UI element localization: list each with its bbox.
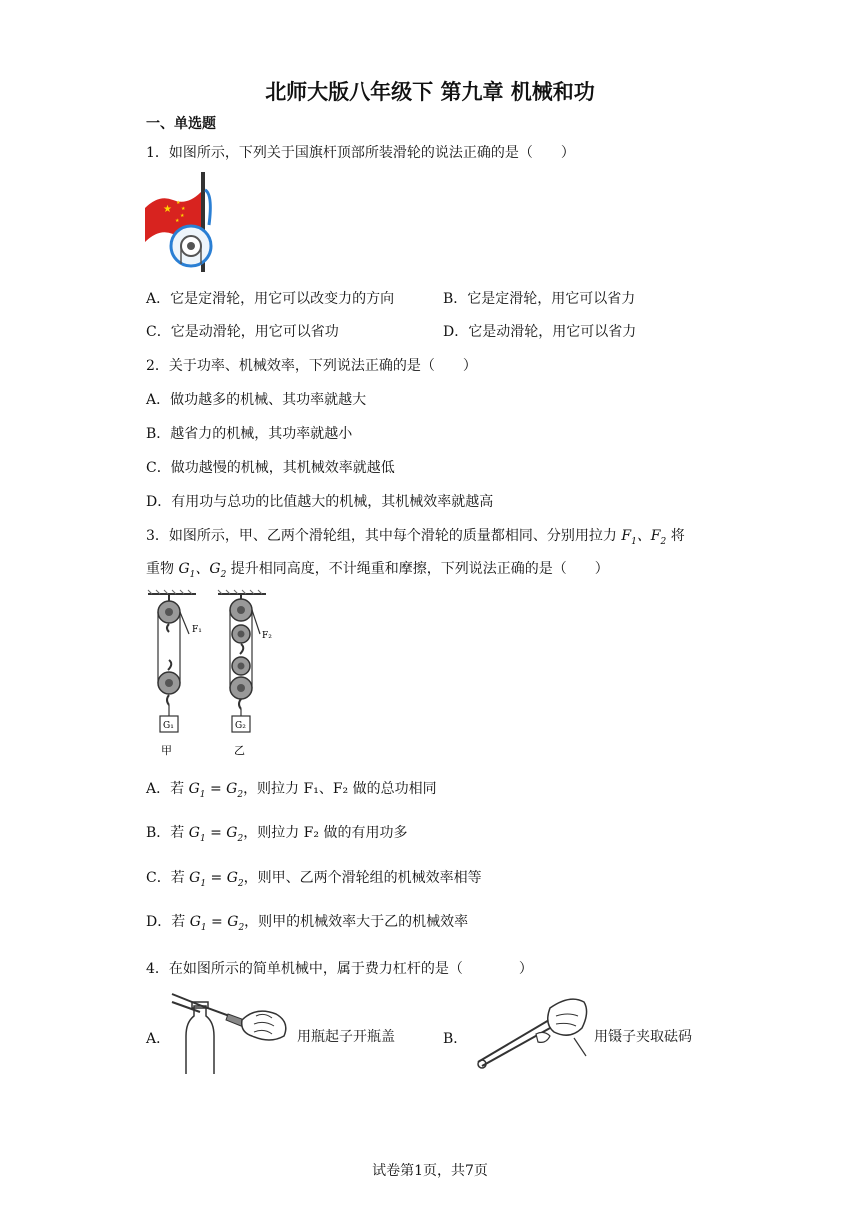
q2-stem: 2．关于功率、机械效率，下列说法正确的是（ ） — [146, 358, 477, 374]
q1-option-b[interactable]: B．它是定滑轮，用它可以省力 — [443, 291, 636, 307]
fig-label-jia: 甲 — [161, 744, 172, 757]
bottle-opener-figure — [166, 992, 294, 1074]
q3-F1F2: $F_1$、$F_2$ — [621, 528, 667, 547]
q3-option-b-equation: $G_1 = G_2$ — [188, 825, 244, 844]
q3-option-c-text: ，则甲、乙两个滑轮组的机械效率相等 — [243, 870, 482, 886]
q3-option-d-cond: 若 — [171, 914, 186, 930]
q3-option-a-text: ，则拉力 F₁、F₂ 做的总功相同 — [243, 781, 437, 797]
q3-option-b[interactable] — [146, 822, 407, 844]
q1-option-a[interactable]: A．它是定滑轮，用它可以改变力的方向 — [146, 291, 395, 307]
fig-label-g2: G₂ — [235, 721, 246, 731]
q2-option-b[interactable]: B．越省力的机械，其功率就越小 — [146, 426, 353, 442]
q3-option-d-letter: D． — [146, 914, 172, 930]
fig-label-g1: G₁ — [163, 721, 174, 731]
q2-option-a[interactable]: A．做功越多的机械、其功率就越大 — [146, 392, 367, 408]
q3-option-d-equation: $G_1 = G_2$ — [189, 914, 245, 933]
q3-option-d[interactable] — [146, 911, 468, 933]
q3-option-a-equation: $G_1 = G_2$ — [188, 781, 244, 800]
svg-text:★: ★ — [180, 213, 185, 219]
q3-option-c-equation: $G_1 = G_2$ — [189, 870, 244, 889]
q1-option-c[interactable]: C．它是动滑轮，用它可以省功 — [146, 324, 339, 340]
section-heading: 一、单选题 — [146, 116, 216, 132]
svg-text:★: ★ — [181, 206, 186, 212]
q3-stem-line1 — [146, 525, 685, 547]
q3-stem-line2-a: 重物 — [146, 561, 179, 577]
page-title: 北师大版八年级下 第九章 机械和功 — [265, 80, 595, 104]
q1-option-d[interactable]: D．它是动滑轮，用它可以省力 — [443, 324, 637, 340]
q3-stem-line1-b: 将 — [666, 528, 685, 544]
q3-option-c-cond: 若 — [170, 870, 185, 886]
fig-label-f1: F₁ — [192, 625, 202, 635]
tweezers-figure — [474, 994, 590, 1070]
q3-option-b-letter: B． — [146, 825, 171, 841]
q3-G1G2: $G_1$、$G_2$ — [178, 561, 227, 580]
q3-stem-line1-a: 3．如图所示，甲、乙两个滑轮组，其中每个滑轮的质量都相同、分别用拉力 — [146, 528, 622, 544]
q4-option-b-caption: 用镊子夹取砝码 — [594, 1029, 692, 1045]
page-footer: 试卷第1页，共7页 — [372, 1163, 488, 1179]
q3-option-c[interactable] — [146, 867, 482, 889]
q3-stem-line2 — [146, 558, 609, 580]
fig-label-f2: F₂ — [262, 631, 272, 641]
q3-option-d-text: ，则甲的机械效率大于乙的机械效率 — [244, 914, 469, 930]
q3-option-a-letter: A． — [146, 781, 171, 797]
q4-option-a-caption: 用瓶起子开瓶盖 — [297, 1029, 395, 1045]
q3-stem-line2-b: 提升相同高度，不计绳重和摩擦，下列说法正确的是（ ） — [226, 561, 609, 577]
q3-option-a-cond: 若 — [170, 781, 185, 797]
q3-option-b-text: ，则拉力 F₂ 做的有用功多 — [243, 825, 408, 841]
q4-option-b-label[interactable]: B． — [443, 1031, 468, 1047]
flag-pulley-figure — [143, 170, 215, 274]
q2-option-d[interactable]: D．有用功与总功的比值越大的机械，其机械效率就越高 — [146, 494, 494, 510]
q4-option-a-label[interactable]: A． — [146, 1031, 171, 1047]
q4-stem: 4．在如图所示的简单机械中，属于费力杠杆的是（ ） — [146, 961, 533, 977]
pulley-systems-figure — [144, 588, 284, 760]
svg-text:★: ★ — [175, 218, 180, 224]
q1-stem: 1．如图所示，下列关于国旗杆顶部所装滑轮的说法正确的是（ ） — [146, 145, 575, 161]
svg-text:★: ★ — [163, 204, 172, 215]
svg-text:★: ★ — [176, 200, 181, 206]
q3-option-c-letter: C． — [146, 870, 171, 886]
fig-label-yi: 乙 — [234, 744, 245, 757]
q3-option-a[interactable] — [146, 778, 437, 800]
q3-option-b-cond: 若 — [170, 825, 185, 841]
q2-option-c[interactable]: C．做功越慢的机械，其机械效率就越低 — [146, 460, 395, 476]
